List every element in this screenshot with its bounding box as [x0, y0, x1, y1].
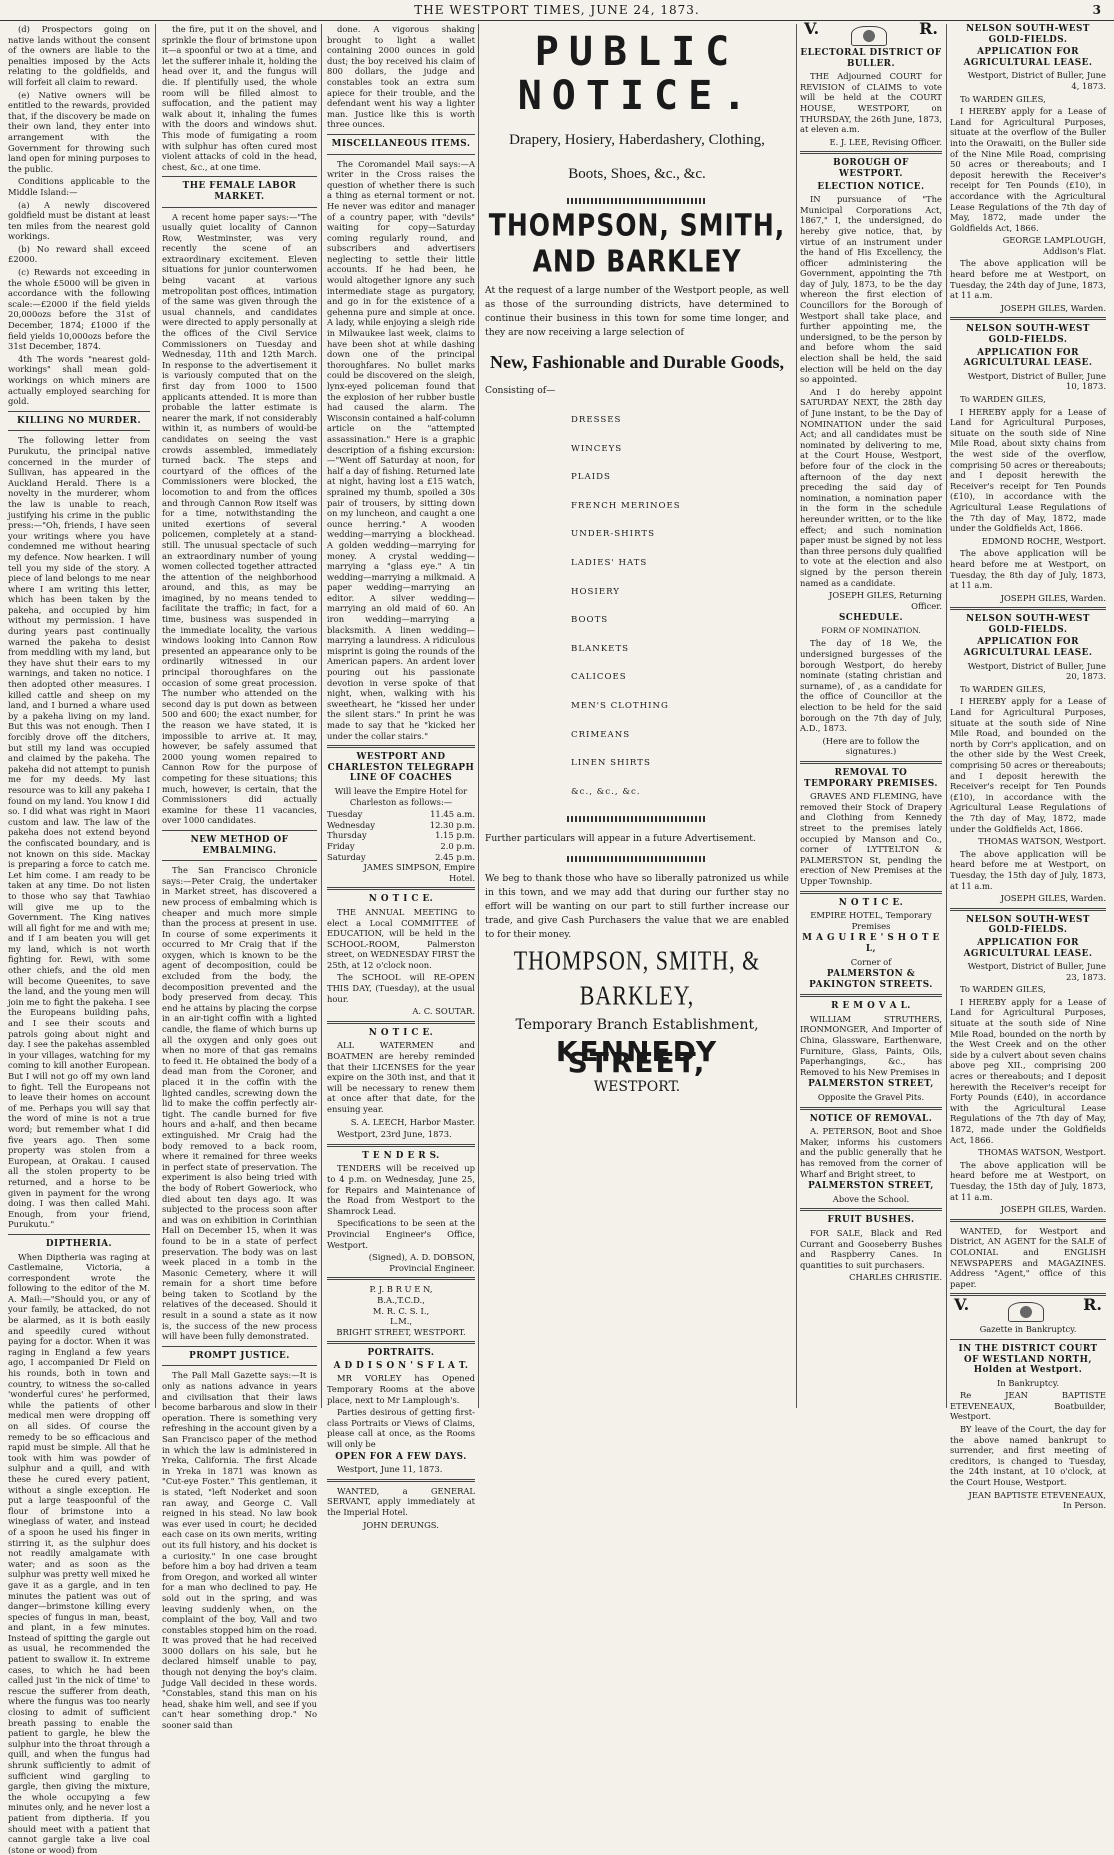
ad-heading: A D D I S O N ' S F L A T. — [327, 1361, 475, 1372]
lease-name: THOMAS WATSON, Westport. — [950, 1147, 1106, 1158]
divider — [800, 1208, 942, 1211]
lease-sign: JOSEPH GILES, Warden. — [950, 303, 1106, 314]
divider — [327, 1277, 475, 1280]
article-body: The following letter from Purukutu, the principal native concerned in the murder of Sullivan, has appeared in the Auckland Herald. There is a novelty in the murderer, whom the law is unable to reach, justifying his crime in the public press:—"Oh, friends, I have seen your writings where you have condemned me without hearing my defence. Now hearken. I will tell you my side of the story. A piece of land belongs to me near where I am writing this letter, which has been taken by the pakeha, and occupied by him without my permission. I have during years past continually warned the pakeha to desist from meddling with my land, but they have shut their ears to my warnings, and taken no notice. I then adopted other measures. I killed cattle and sheep on my land, and I burned a whare used by a pakeha living on my land. But this was not enough. Then I forcibly drove off the ditchers, but still my land was occupied and claimed by the pakeha. The pakeha did not attempt to punish me for my deeds. My last resource was to kill any pakeha I found on my land. You know I did so. I did what was right in Maori custom and law. The law of the pakeha does not extend beyond the confiscated boundary, and is not known on this side. Mackay is preparing a force to catch me. Let him come. I am ready to be taken at any time. Do not listen to those who say that Tawhiao will give me up to the Government. The King natives will all fight for me and with me; and if I am beaten you will get my land, which is not worth fighting for. Rewi, with some other chiefs, and the old men will become Queenites, to save the land, and the young men will join me to fight the pakeha. I see the Europeans building pahs, and I see their scouts and patrols going about night and day. I see the pakehas assembled in your villages, watching for my coming to kill another European. But I will not go off my own land to fight. Tell the Europeans not to leave their homes on account of me. Perhaps you will say that the word of mine is not a true word; but remember what I did five years ago. Then some property was stolen from a European, at Orakau. I caused all the stolen property to be returned, and a horse to be given in payment for the wrong doing. I was then called Mahi. Enough, from your friend, Purukutu." — [8, 435, 150, 1230]
ad-text: Above the School. — [800, 1194, 942, 1205]
lease-name: THOMAS WATSON, Westport. — [950, 836, 1106, 847]
ad-heading: FRUIT BUSHES. — [800, 1215, 942, 1226]
lease-heard: The above application will be heard before me at Westport, on Tuesday, the 24th day of June, 1873, at 11 a.m. — [950, 258, 1106, 300]
lease-date: Westport, District of Buller, June 20, 1873. — [950, 661, 1106, 682]
divider — [950, 317, 1106, 320]
divider — [800, 1107, 942, 1110]
masthead — [0, 0, 1114, 21]
timetable-time: 2.0 p.m. — [440, 841, 475, 852]
ad-text: THE Adjourned COURT for REVISION of CLAIMS to vote will be held at the COURT HOUSE, WESTPORT, on THURSDAY, the 26th June, 1873, at eleven a.m. — [800, 71, 942, 135]
ad-text: Further particulars will appear in a future Advertisement. — [485, 832, 789, 846]
public-notice-advert — [481, 24, 793, 1408]
ad-heading: N O T I C E. — [327, 894, 475, 905]
lease-name: GEORGE LAMPLOUGH, Addison's Flat. — [950, 235, 1106, 256]
timetable-row — [327, 809, 475, 820]
ad-subtitle: Drapery, Hosiery, Haberdashery, Clothing, — [481, 130, 793, 150]
ad-text: ALL WATERMEN and BOATMEN are hereby reminded that their LICENSES for the year expire on the 30th inst, and that it will be necessary to renew them at once after that date, for the ensuing year. — [327, 1040, 475, 1114]
goods-item: FRENCH MERINOES — [571, 492, 793, 521]
lease-sign: JOSEPH GILES, Warden. — [950, 593, 1106, 604]
goods-item: DRESSES — [571, 406, 793, 435]
lease-sub: APPLICATION FOR AGRICULTURAL LEASE. — [950, 47, 1106, 68]
card-line: BRIGHT STREET, WESTPORT. — [327, 1327, 475, 1338]
article-body: The San Francisco Chronicle says:—Peter Craig, the undertaker in Market street, has discovered a new process of embalming which is cheaper and much more simple than the process at present in use. In course of some experiments it occurred to Mr Craig that if the oxygen, which is known to be the agent of decomposition, could be excluded from the body, the decomposition prevented and the body preserved from decay. This end he attains by placing the corpse in an air-tight coffin with a lighted candle, the flame of which burns up all the oxygen and only goes out when no more of that gas remains to feed it. He obtained the body of a dead man from the Coroner, and placed it in the coffin with the lighted candles, screwing down the lid to make the coffin perfectly air-tight. The candle burned for five hours and a-half, and then became extinguished. Mr Craig had the body removed to a back room, where it remained for three weeks in perfect state of preservation. The experiment is also being tried with the body of Robert Goweriock, who died about ten days ago. It was subjected to the process soon after and was on exhibition in Corinthian Hall on December 15, when it was found to be in a state of perfect preservation. The body was on last week placed in a tomb in the Masonic Cemetery, where it will remain for a short time before being taken to Scotland by the relatives of the deceased. Should it result in a sound a state as it now is, the success of the new process will have been fully demonstrated. — [162, 865, 317, 1342]
divider — [800, 761, 942, 764]
cipher-r: R. — [1083, 1300, 1102, 1324]
ad-text: In Bankruptcy. — [950, 1378, 1106, 1389]
lease-sign: JOSEPH GILES, Warden. — [950, 1204, 1106, 1215]
royal-cipher — [800, 24, 942, 48]
card-line: B.A.,T.C.D., — [327, 1295, 475, 1306]
paragraph: (e) Native owners will be entitled to the rewards, provided that, if the discovery be made on their own land, they enter into arrangement with the Government for throwing such land open for mining purposes to the public. — [8, 90, 150, 175]
article-body: the fire, put it on the shovel, and sprinkle the flour of brimstone upon it—a spoonful or two at a time, and let the sufferer inhale it, holding the head over it, and the fungus will die. If plentifully used, the whole room will be filled almost to suffocation, and the patient may walk about it, inhaling the fumes with the doors and windows shut. This mode of fumigating a room with sulphur has often cured most violent attacks of cold in the head, chest, &c., at one time. — [162, 24, 317, 172]
column-rule — [796, 24, 797, 1408]
ad-text: (Here are to follow the signatures.) — [800, 736, 942, 757]
lease-heard: The above application will be heard before me at Westport, on Tuesday, the 15th day of July, 1873, at 11 a.m. — [950, 1160, 1106, 1202]
goods-item: UNDER-SHIRTS — [571, 520, 793, 549]
divider — [327, 154, 475, 155]
paragraph: (a) A newly discovered goldfield must be distant at least ten miles from the nearest gold workings. — [8, 200, 150, 242]
ad-text: And I do hereby appoint SATURDAY NEXT, the 28th day of June instant, to be the Day of NOMINATION under the said Act; and all candidates must be nominated by delivering to me, at the Court House, Westport, before four of the clock in the afternoon of the day next preceding the said day of nomination, a nomination paper in the form in the schedule hereunder written, or to the like effect; and such nomination paper must be signed by not less than three persons duly qualified to vote at the election and also signed by the person therein named as a candidate. — [800, 387, 942, 588]
ad-text: WANTED, for Westport and District, AN AGENT for the SALE of COLONIAL and ENGLISH NEWSPAPERS and MAGAZINES. Address "Agent," office of this paper. — [950, 1226, 1106, 1290]
newspaper-title: THE WESTPORT TIMES, JUNE 24, 1873. — [414, 3, 699, 17]
divider — [8, 411, 150, 412]
ad-subtitle: Boots, Shoes, &c., &c. — [481, 164, 793, 184]
goods-item: WINCEYS — [571, 435, 793, 464]
goods-item: HOSIERY — [571, 578, 793, 607]
divider — [162, 1346, 317, 1347]
timetable-row — [327, 820, 475, 831]
street-name: KENNEDY STREET, — [481, 1047, 793, 1068]
column-3 — [327, 24, 475, 1408]
ad-heading: N O T I C E. — [800, 898, 942, 909]
lease-to: To WARDEN GILES, — [950, 94, 1106, 105]
ad-text: The SCHOOL will RE-OPEN THIS DAY, (Tuesday), at the usual hour. — [327, 972, 475, 1004]
lease-sub: APPLICATION FOR AGRICULTURAL LEASE. — [950, 637, 1106, 658]
ad-heading: OPEN FOR A FEW DAYS. — [327, 1452, 475, 1463]
timetable-day: Tuesday — [327, 809, 362, 820]
lease-to: To WARDEN GILES, — [950, 984, 1106, 995]
divider — [327, 887, 475, 890]
ad-text: WANTED, a GENERAL SERVANT, apply immediately at the Imperial Hotel. — [327, 1486, 475, 1518]
consisting-label: Consisting of— — [485, 384, 789, 398]
lease-heard: The above application will be heard before me at Westport, on Tuesday, the 15th day of July, 1873, at 11 a.m. — [950, 849, 1106, 891]
timetable-day: Wednesday — [327, 820, 375, 831]
ad-heading: R E M O V A L. — [800, 1001, 942, 1012]
ad-heading: SCHEDULE. — [800, 613, 942, 624]
timetable-time: 11.45 a.m. — [430, 809, 475, 820]
divider — [327, 745, 475, 748]
column-2 — [162, 24, 317, 1408]
card-line: P. J. B R U E N, — [327, 1284, 475, 1295]
lease-text: I HEREBY apply for a Lease of Land for Agricultural Purposes, situate at the overflow of the Buller into the Orawaiti, on the Buller side of the Nine Mile Road, comprising 50 acres or thereabouts; and I deposit herewith the Receiver's receipt for Ten Pounds (£10), in accordance with the Agricultural Lease Regulations of the 7th day of May, 1872, made under the Goldfields Act, 1866. — [950, 106, 1106, 233]
article-body: The Coromandel Mail says:—A writer in the Cross raises the question of whether there is such a thing as eternal torment or not. He never was editor and manager of a country paper, with "devils" waiting for copy—Saturday coming regularly round, and subscribers and advertisers neglecting to settle their little accounts. If he had been, he would altogether ignore any such intermediate stage as purgatory, and go in for the existence of a gehenna pure and simple at once. A lady, while enjoying a sleigh ride in Milwaukee last week, claims to have been shot at while dashing down one of the principal thoroughfares. No bullet marks could be discovered on the sleigh, lynx-eyed policeman found that the explosion of her rubber bustle had caused the alarm. The Wisconsin contained a half-column article on the "attempted assassination." Here is a graphic description of a fishing excursion:—"Went off Saturday at noon, for half a day of fishing. Returned late at night, having lost a £15 watch, sprained my thumb, spoiled a 30s pair of trousers, by sitting down on my luncheon, and caught a one ounce herring." A wooden wedding—marrying a blockhead. A golden wedding—marrying for money. A crystal wedding—marrying a "glass eye." A tin wedding—marrying a milkmaid. A paper wedding—marrying an editor. A silver wedding—marrying an old maid of 60. An iron wedding—marrying a blacksmith. A linen wedding—marrying a laundress. A ridiculous misprint is going the rounds of the American papers. An ardent lover pouring out his passionate devotion in verse spoke of that night, when, walking with his sweetheart, he "kissed her under the silent stars." In print he was made to say that he "kicked her under the collar stairs." — [327, 159, 475, 742]
ornament-rule — [567, 856, 707, 862]
divider — [162, 176, 317, 177]
paragraph: 4th The words "nearest gold-workings" shall mean gold-workings on which miners are actually employed searching for gold. — [8, 354, 150, 407]
column-5 — [800, 24, 942, 1408]
goods-item: LINEN SHIRTS — [571, 749, 793, 778]
lease-date: Westport, District of Buller, June 4, 1873. — [950, 70, 1106, 91]
divider — [162, 207, 317, 208]
lease-sub: APPLICATION FOR AGRICULTURAL LEASE. — [950, 348, 1106, 369]
lease-sub: APPLICATION FOR AGRICULTURAL LEASE. — [950, 938, 1106, 959]
goods-item: CRIMEANS — [571, 721, 793, 750]
ad-text: WILLIAM STRUTHERS, IRONMONGER, And Importer of China, Glassware, Earthenware, Furniture, Glass, Paints, Oils, Paperhangings, &c., has Removed to his New Premises in — [800, 1014, 942, 1078]
article-heading: KILLING NO MURDER. — [8, 416, 150, 427]
column-rule — [478, 24, 479, 1408]
ad-heading: PALMERSTON & PAKINGTON STREETS. — [800, 969, 942, 990]
timetable-day: Thursday — [327, 830, 367, 841]
crest-icon — [1008, 1302, 1044, 1322]
article-heading: MISCELLANEOUS ITEMS. — [327, 139, 475, 150]
ad-signature: JAMES SIMPSON, Empire Hotel. — [327, 862, 475, 883]
article-body: When Diptheria was raging at Castlemaine, Victoria, a correspondent wrote the following to the editor of the M. A. Mail:—"Should you, or any of your family, be attacked, do not be alarmed, as it is both easily and speedily cured without paying for a doctor. When it was raging in England a few years ago, I accompanied Dr Field on his rounds, both in town and country, to witness the so-called 'wonderful cures' he performed, while the patients of other medical men were dropping off on all sides. Of course the remedy to be so efficacious and rapid must be simple. All that he took with him was powder of sulphur and a quill, and with these he cured every patient, without a single exception. He put a large teaspoonful of the flour of brimstone into a wineglass of water, and instead of a spoon he used his finger in stirring it, as the sulphur does not readily amalgamate with water; and as soon as the sulphur was pretty well mixed he gave it as a gargle, and in ten minutes the patient was out of danger—brimstone killing every species of fungus in man, beast, and plant, in a few minutes. Instead of spitting the gargle out as usual, he recommended the patient to swallow it. In extreme cases, to which he had been called just 'in the nick of time' to rescue the sufferer from death, where the fungus was too nearly closing to admit of sufficient breath passing to enable the patient to gargle, he blew the sulphur into the throat through a quill, and when the fungus had shrunk sufficiently to admit of sufficient wind gargling to gargle, then giving the mixture, the whole occupying a few minutes only, and he never lost a patient from diptheria. If you should meet with a patient that cannot gargle take a live coal (stone or wood) from — [8, 1252, 150, 1855]
lease-application — [950, 317, 1106, 603]
column-rule — [321, 24, 322, 1408]
ad-signature: JEAN BAPTISTE ETEVENEAUX, In Person. — [950, 1490, 1106, 1511]
divider — [800, 994, 942, 997]
divider — [800, 151, 942, 154]
ad-text: EMPIRE HOTEL, Temporary Premises — [800, 910, 942, 931]
ad-heading: PORTRAITS. — [327, 1348, 475, 1359]
divider — [950, 607, 1106, 610]
lease-application — [950, 607, 1106, 903]
divider — [950, 1219, 1106, 1222]
article-body: A recent home paper says:—"The usually quiet locality of Cannon Row, Westminster, was very recently the scene of an extraordinary excitement. Eleven situations for junior counterwomen being vacant at various metropolitan post offices, intimation of the same was given through the usual channels, and candidates were directed to apply personally at the offices of the Civil Service Commissioners on Tuesday and Wednesday, 11th and 12th March. In response to the advertisement it is variously computed that on the first day from 1000 to 1500 applicants attended. It is more than probable the latter estimate is nearer the mark, if not considerably within it, as numbers of would-be candidates on seeing the vast crowds assembled, immediately turned back. The steps and courtyard of the offices of the Commissioners were blocked, the locomotion to and from the offices and through Cannon Row itself was for a time, notwithstanding the united exertions of several policemen, completely at a stand-still. The unusual spectacle of such an extraordinary number of young women collected together attracted the attention of the neighborhood around, and this, as may be imagined, by no means tended to facilitate the traffic; in fact, for a time, business was suspended in the immediate locality, the various windows looking into Cannon Row presented an appearance only to be ordinarily witnessed in our principal thoroughfares on the occasion of some great procession. The number who attended on the second day is put down as between 500 and 600; the exact number, for the reason we have stated, it is impossible to arrive at. It may, however, be safely assumed that 2000 young women repaired to Cannon Row for the purpose of competing for these situations; this much, however, is certain, that the Commissioners did actually examine for these 11 vacancies, over 1000 candidates. — [162, 212, 317, 826]
ad-text: Opposite the Gravel Pits. — [800, 1092, 942, 1103]
timetable-row — [327, 830, 475, 841]
lease-application — [950, 24, 1106, 313]
bruen-card — [327, 1284, 475, 1337]
ad-text: The day of 18 We, the undersigned burgesses of the borough Westport, do hereby nominate (stating christian and surname), of , as a candidate for the office of Councillor at the election to be held for the said borough on the 7th day of July, A.D., 1873. — [800, 638, 942, 733]
ornament-rule — [567, 816, 707, 822]
divider — [327, 134, 475, 135]
card-line: M. R. C. S. I., — [327, 1306, 475, 1317]
ad-text: BY leave of the Court, the day for the above named bankrupt to surrender, and first meeting of creditors, is changed to Tuesday, the 24th instant, at 10 o'clock, at the Court House, Westport. — [950, 1424, 1106, 1488]
ad-heading: WESTPORT AND CHARLESTON TELEGRAPH LINE OF COACHES — [327, 752, 475, 784]
paragraph: (c) Rewards not exceeding in the whole £5000 will be given in accordance with the following scale:—£2000 if the field yields 20,000ozs before the 31st of December, 1874; £1000 if the field yields 10,000ozs before the 31st December, 1874. — [8, 267, 150, 352]
timetable-time: 12.30 p.m. — [430, 820, 475, 831]
lease-to: To WARDEN GILES, — [950, 394, 1106, 405]
divider — [162, 860, 317, 861]
lease-date: Westport, District of Buller, June 10, 1873. — [950, 371, 1106, 392]
article-heading: NEW METHOD OF EMBALMING. — [162, 835, 317, 856]
ad-heading: N O T I C E. — [327, 1028, 475, 1039]
timetable-day: Saturday — [327, 852, 366, 863]
ad-text: Corner of — [800, 957, 942, 968]
lease-applications — [950, 24, 1106, 1215]
ad-text: TENDERS will be received up to 4 p.m. on Wednesday, June 25, for Repairs and Maintenance of the Road from Westport to the Shamrock Lead. — [327, 1163, 475, 1216]
ad-text: FOR SALE, Black and Red Currant and Gooseberry Bushes and Raspberry Canes. In quantities to suit purchasers. — [800, 1228, 942, 1270]
ad-signature: A. C. SOUTAR. — [327, 1006, 475, 1017]
firm-name: THOMPSON, SMITH, AND BARKLEY — [481, 208, 793, 280]
ad-text: MR VORLEY has Opened Temporary Rooms at the above place, next to Mr Lamplough's. — [327, 1373, 475, 1405]
ad-text: We beg to thank those who have so liberally patronized us while in this town, and we may add that during our further stay no effort will be wanting on our part to still further increase our trade, and give Cash Purchasers the value that we are enabled to for their money. — [485, 872, 789, 942]
divider — [162, 1365, 317, 1366]
ad-signature: E. J. LEE, Revising Officer. — [800, 137, 942, 148]
goods-item: &c., &c., &c. — [571, 778, 793, 807]
cipher-r: R. — [919, 24, 938, 48]
ad-signature: CHARLES CHRISTIE. — [800, 1272, 942, 1283]
article-heading: DIPTHERIA. — [8, 1239, 150, 1250]
lease-text: I HEREBY apply for a Lease of Land for Agricultural Purposes, situate at the south side of Nine Mile Road, bounded on the north by the West Creek and on the other side by a culvert about seven chains above peg XII., comprising 200 acres or thereabouts; and I deposit herewith the Receiver's receipt for Forty Pounds (£40), in accordance with the Agricultural Lease Regulations of the 7th day of May, 1872, made under the Goldfields Act, 1866. — [950, 997, 1106, 1145]
goods-item: PLAIDS — [571, 463, 793, 492]
ad-text: Specifications to be seen at the Provincial Engineer's Office, Westport. — [327, 1218, 475, 1250]
crest-icon — [851, 26, 887, 46]
ad-text: Gazette in Bankruptcy. — [950, 1324, 1106, 1335]
firm-name: THOMPSON, SMITH, & BARKLEY, — [481, 943, 793, 1013]
lease-head: NELSON SOUTH-WEST GOLD-FIELDS. — [950, 614, 1106, 635]
lease-name: EDMOND ROCHE, Westport. — [950, 536, 1106, 547]
lease-application — [950, 908, 1106, 1215]
paragraph: Conditions applicable to the Middle Island:— — [8, 176, 150, 197]
ad-heading: PALMERSTON STREET, — [800, 1079, 942, 1090]
timetable-day: Friday — [327, 841, 355, 852]
ad-text: Will leave the Empire Hotel for Charleston as follows:— — [327, 786, 475, 807]
column-6 — [950, 24, 1106, 1408]
column-rule — [946, 24, 947, 1408]
royal-cipher — [950, 1300, 1106, 1324]
ornament-rule — [567, 198, 707, 204]
goods-item: LADIES' HATS — [571, 549, 793, 578]
ad-signature: JOSEPH GILES, Returning Officer. — [800, 590, 942, 611]
divider — [800, 891, 942, 894]
card-line: L.M., — [327, 1316, 475, 1327]
ad-subtitle: Temporary Branch Establishment, — [481, 1020, 793, 1031]
goods-list — [571, 406, 793, 806]
column-1 — [8, 24, 150, 1408]
town-name: WESTPORT. — [481, 1082, 793, 1093]
ad-text: A. PETERSON, Boot and Shoe Maker, informs his customers and the public generally that he has removed from the corner of Wharf and Bright street, to — [800, 1126, 942, 1179]
divider — [327, 1144, 475, 1147]
lease-head: NELSON SOUTH-WEST GOLD-FIELDS. — [950, 24, 1106, 45]
goods-heading: New, Fashionable and Durable Goods, — [481, 350, 793, 374]
paragraph: (b) No reward shall exceed £2000. — [8, 244, 150, 265]
divider — [327, 1479, 475, 1482]
lease-text: I HEREBY apply for a Lease of Land for Agricultural Purposes, situate on the south side of Nine Mile Road, about sixty chains from the west side of the overflow, comprising 50 acres or thereabouts; and I deposit herewith the Receiver's receipt for Ten Pounds (£10), in accordance with the Agricultural Lease Regulations of the 7th day of May, 1872, made under the Goldfields Act, 1866. — [950, 407, 1106, 534]
cipher-v: V. — [954, 1300, 969, 1324]
goods-item: BOOTS — [571, 606, 793, 635]
lease-sign: JOSEPH GILES, Warden. — [950, 893, 1106, 904]
divider — [327, 1021, 475, 1024]
ad-heading: T E N D E R S. — [327, 1151, 475, 1162]
timetable-row — [327, 841, 475, 852]
article-body: done. A vigorous shaking brought to light a wallet containing 2000 ounces in gold dust; the boy received his claim of 800 dollars, the judge and constables took an extra sum apiece for their trouble, and the defendant went his way a lighter man. Justice like this is worth three ounces. — [327, 24, 475, 130]
lease-to: To WARDEN GILES, — [950, 684, 1106, 695]
ad-heading: REMOVAL TO TEMPORARY PREMISES. — [800, 768, 942, 789]
cipher-v: V. — [804, 24, 819, 48]
ad-text: Parties desirous of getting first-class Portraits or Views of Claims, please call at once, as the Rooms will only be — [327, 1407, 475, 1449]
lease-head: NELSON SOUTH-WEST GOLD-FIELDS. — [950, 324, 1106, 345]
ad-text: GRAVES AND FLEMING, have removed their Stock of Drapery and Clothing from Kennedy street to the premises lately occupied by Manson and Co., corner of LYTTELTON & PALMERSTON St, pending the erection of New Premises at the Upper Township. — [800, 791, 942, 886]
divider — [950, 908, 1106, 911]
timetable-time: 2.45 p.m. — [435, 852, 475, 863]
divider — [162, 830, 317, 831]
ad-text: FORM OF NOMINATION. — [800, 626, 942, 637]
column-rule — [155, 24, 156, 1408]
goods-item: CALICOES — [571, 663, 793, 692]
ad-text: IN pursuance of "The Municipal Corporations Act, 1867," I, the undersigned, do hereby give notice, that, by virtue of an instrument under the hand of His Excellency, the officer administering the Government, appointing the 7th day of July, 1873, to be the day whereon the first election of Councillors for the Borough of Westport shall take place, and further appointing me, the undersigned, to be the person by and before whom the said election shall be held, the said election will be held on the day so appointed. — [800, 194, 942, 385]
divider — [8, 1234, 150, 1235]
ad-heading: NOTICE OF REMOVAL. — [800, 1114, 942, 1125]
article-body: The Pall Mall Gazette says:—It is only as nations advance in years and civilisation that their laws become barbarous and slow in their operation. There is something very refreshing in the account given by a San Francisco paper of the method in which the law is administered in Yreka, California. The first Alcade in Yreka in 1871 was known as "Cut-eye Foster." This gentleman, it is stated, "left Noderket and soon ran away, and George C. Vall reigned in his stead. No law book was ever used in court; he decided each case on its own merits, writing out its full history, and his docket is a curiosity." In one case brought before him a boy had driven a team from Oregon, and worked all winter for a man who declined to pay. He sold out in the spring, and was leaving suddenly when, on the complaint of the boy, Vall and two constables stopped him on the road. It was proved that he had received 3000 dollars on his sale, but he declared himself unable to pay, though not denying the boy's claim. Judge Vall decided in these words. "Constables, stand this man on his head, shake him well, and see if you can't hear something drop." No sooner said than — [162, 1370, 317, 1730]
ad-heading: ELECTION NOTICE. — [800, 182, 942, 193]
ad-heading: IN THE DISTRICT COURT OF WESTLAND NORTH, Holden at Westport. — [950, 1344, 1106, 1376]
lease-text: I HEREBY apply for a Lease of Land for Agricultural Purposes, situate at the south side of Nine Mile Road, and bounded on the north by Corr's application, and on the other side by the West Creek, comprising 50 acres or thereabouts; and I deposit herewith the Receiver's receipt for Ten Pounds (£10), in accordance with the Agricultural Lease Regulations of the 7th day of May, 1872, made under the Goldfields Act, 1866. — [950, 696, 1106, 834]
goods-item: MEN'S CLOTHING — [571, 692, 793, 721]
ad-date: Westport, 23rd June, 1873. — [327, 1129, 475, 1140]
ad-text: Re JEAN BAPTISTE ETEVENEAUX, Boatbuilder, Westport. — [950, 1390, 1106, 1422]
ad-heading: PALMERSTON STREET, — [800, 1181, 942, 1192]
paragraph: (d) Prospectors going on native lands without the consent of the owners are liable to the penalties imposed by the Acts relating to the goldfields, and will forfeit all claim to reward. — [8, 24, 150, 88]
lease-date: Westport, District of Buller, June 23, 1873. — [950, 961, 1106, 982]
lease-heard: The above application will be heard before me at Westport, on Tuesday, the 8th day of July, 1873, at 11 a.m. — [950, 548, 1106, 590]
divider — [950, 1339, 1106, 1340]
timetable-row — [327, 852, 475, 863]
ad-intro: At the request of a large number of the Westport people, as well as those of the surrounding districts, have determined to continue their business in this town for some time longer, and they are now receiving a large selection of — [485, 284, 789, 340]
ad-heading: BOROUGH OF WESTPORT. — [800, 158, 942, 179]
article-heading: PROMPT JUSTICE. — [162, 1351, 317, 1362]
timetable-time: 1.15 p.m. — [435, 830, 475, 841]
ad-signature: S. A. LEECH, Harbor Master. — [327, 1117, 475, 1128]
ad-signature: (Signed), A. D. DOBSON, Provincial Engineer. — [327, 1252, 475, 1273]
ad-heading: ELECTORAL DISTRICT OF BULLER. — [800, 48, 942, 69]
coach-timetable — [327, 809, 475, 862]
ad-heading: M A G U I R E ' S H O T E L, — [800, 933, 942, 954]
divider — [327, 1341, 475, 1344]
ad-text: THE ANNUAL MEETING to elect a Local COMMITTEE of EDUCATION, will be held in the SCHOOL-ROOM, Palmerston street, on WEDNESDAY FIRST the 25th, at 12 o'clock noon. — [327, 907, 475, 971]
ad-signature: JOHN DERUNGS. — [327, 1520, 475, 1531]
lease-head: NELSON SOUTH-WEST GOLD-FIELDS. — [950, 915, 1106, 936]
ad-date: Westport, June 11, 1873. — [327, 1464, 475, 1475]
goods-item: BLANKETS — [571, 635, 793, 664]
page-number: 3 — [1093, 0, 1102, 20]
ad-title: PUBLIC NOTICE. — [481, 30, 793, 118]
divider — [8, 430, 150, 431]
article-heading: THE FEMALE LABOR MARKET. — [162, 181, 317, 202]
